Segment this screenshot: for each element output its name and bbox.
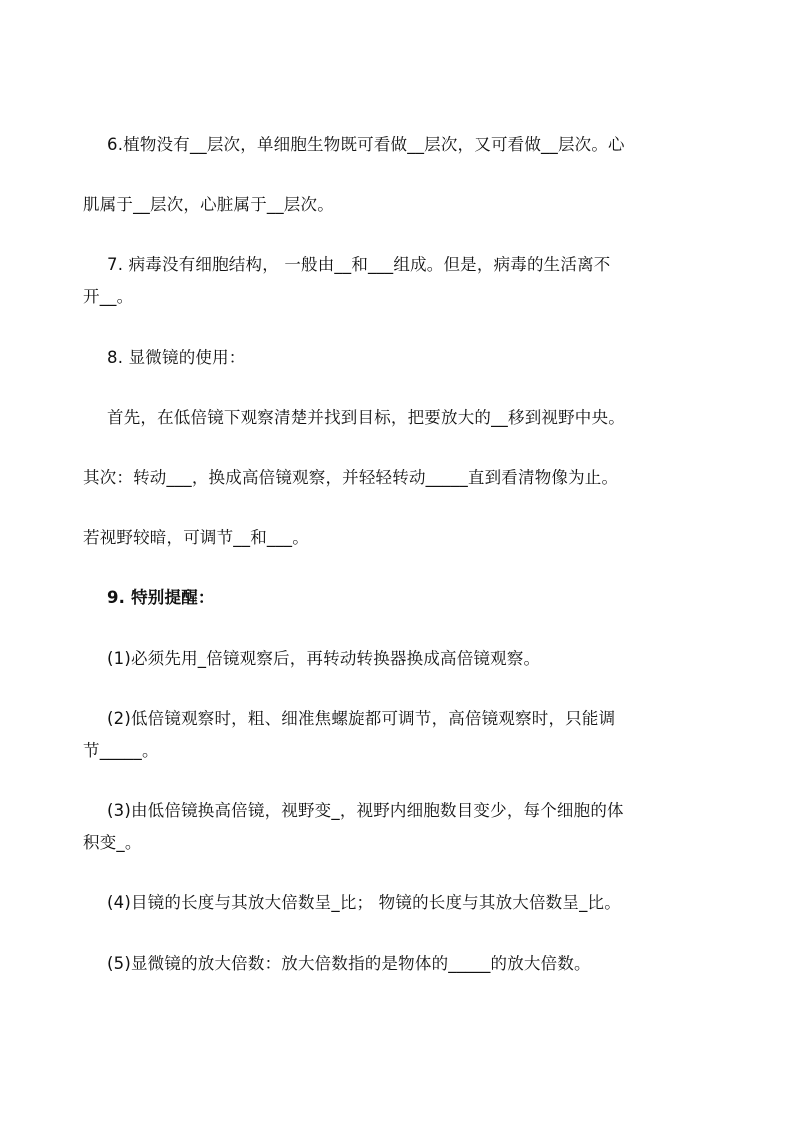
item-6-line-1: 6.植物没有__层次，单细胞生物既可看做__层次，又可看做__层次。心 <box>107 135 625 154</box>
item-8-step-second: 其次：转动___，换成高倍镜观察，并轻轻转动_____直到看清物像为止。 <box>83 468 619 487</box>
reminder-3-line-2: 积变_。 <box>83 833 142 852</box>
item-7-line-2: 开__。 <box>83 287 134 306</box>
reminder-3-line-1: (3)由低倍镜换高倍镜，视野变_，视野内细胞数目变少，每个细胞的体 <box>107 801 624 820</box>
item-8-dim-view: 若视野较暗，可调节__和___。 <box>83 528 309 547</box>
reminder-2-line-2: 节_____。 <box>83 741 159 760</box>
reminder-4: (4)目镜的长度与其放大倍数呈_比； 物镜的长度与其放大倍数呈_比。 <box>107 893 621 912</box>
reminder-1: (1)必须先用_倍镜观察后，再转动转换器换成高倍镜观察。 <box>107 649 541 668</box>
item-6-line-2: 肌属于__层次，心脏属于__层次。 <box>83 195 334 214</box>
reminder-5: (5)显微镜的放大倍数：放大倍数指的是物体的_____的放大倍数。 <box>107 954 591 973</box>
item-7-line-1: 7. 病毒没有细胞结构， 一般由__和___组成。但是，病毒的生活离不 <box>107 255 611 274</box>
item-9-heading: 9. 特别提醒： <box>107 588 215 607</box>
item-8-heading: 8. 显微镜的使用： <box>107 348 246 367</box>
reminder-2-line-1: (2)低倍镜观察时，粗、细准焦螺旋都可调节，高倍镜观察时，只能调 <box>107 709 616 728</box>
item-8-step-first: 首先，在低倍镜下观察清楚并找到目标，把要放大的__移到视野中央。 <box>107 408 625 427</box>
